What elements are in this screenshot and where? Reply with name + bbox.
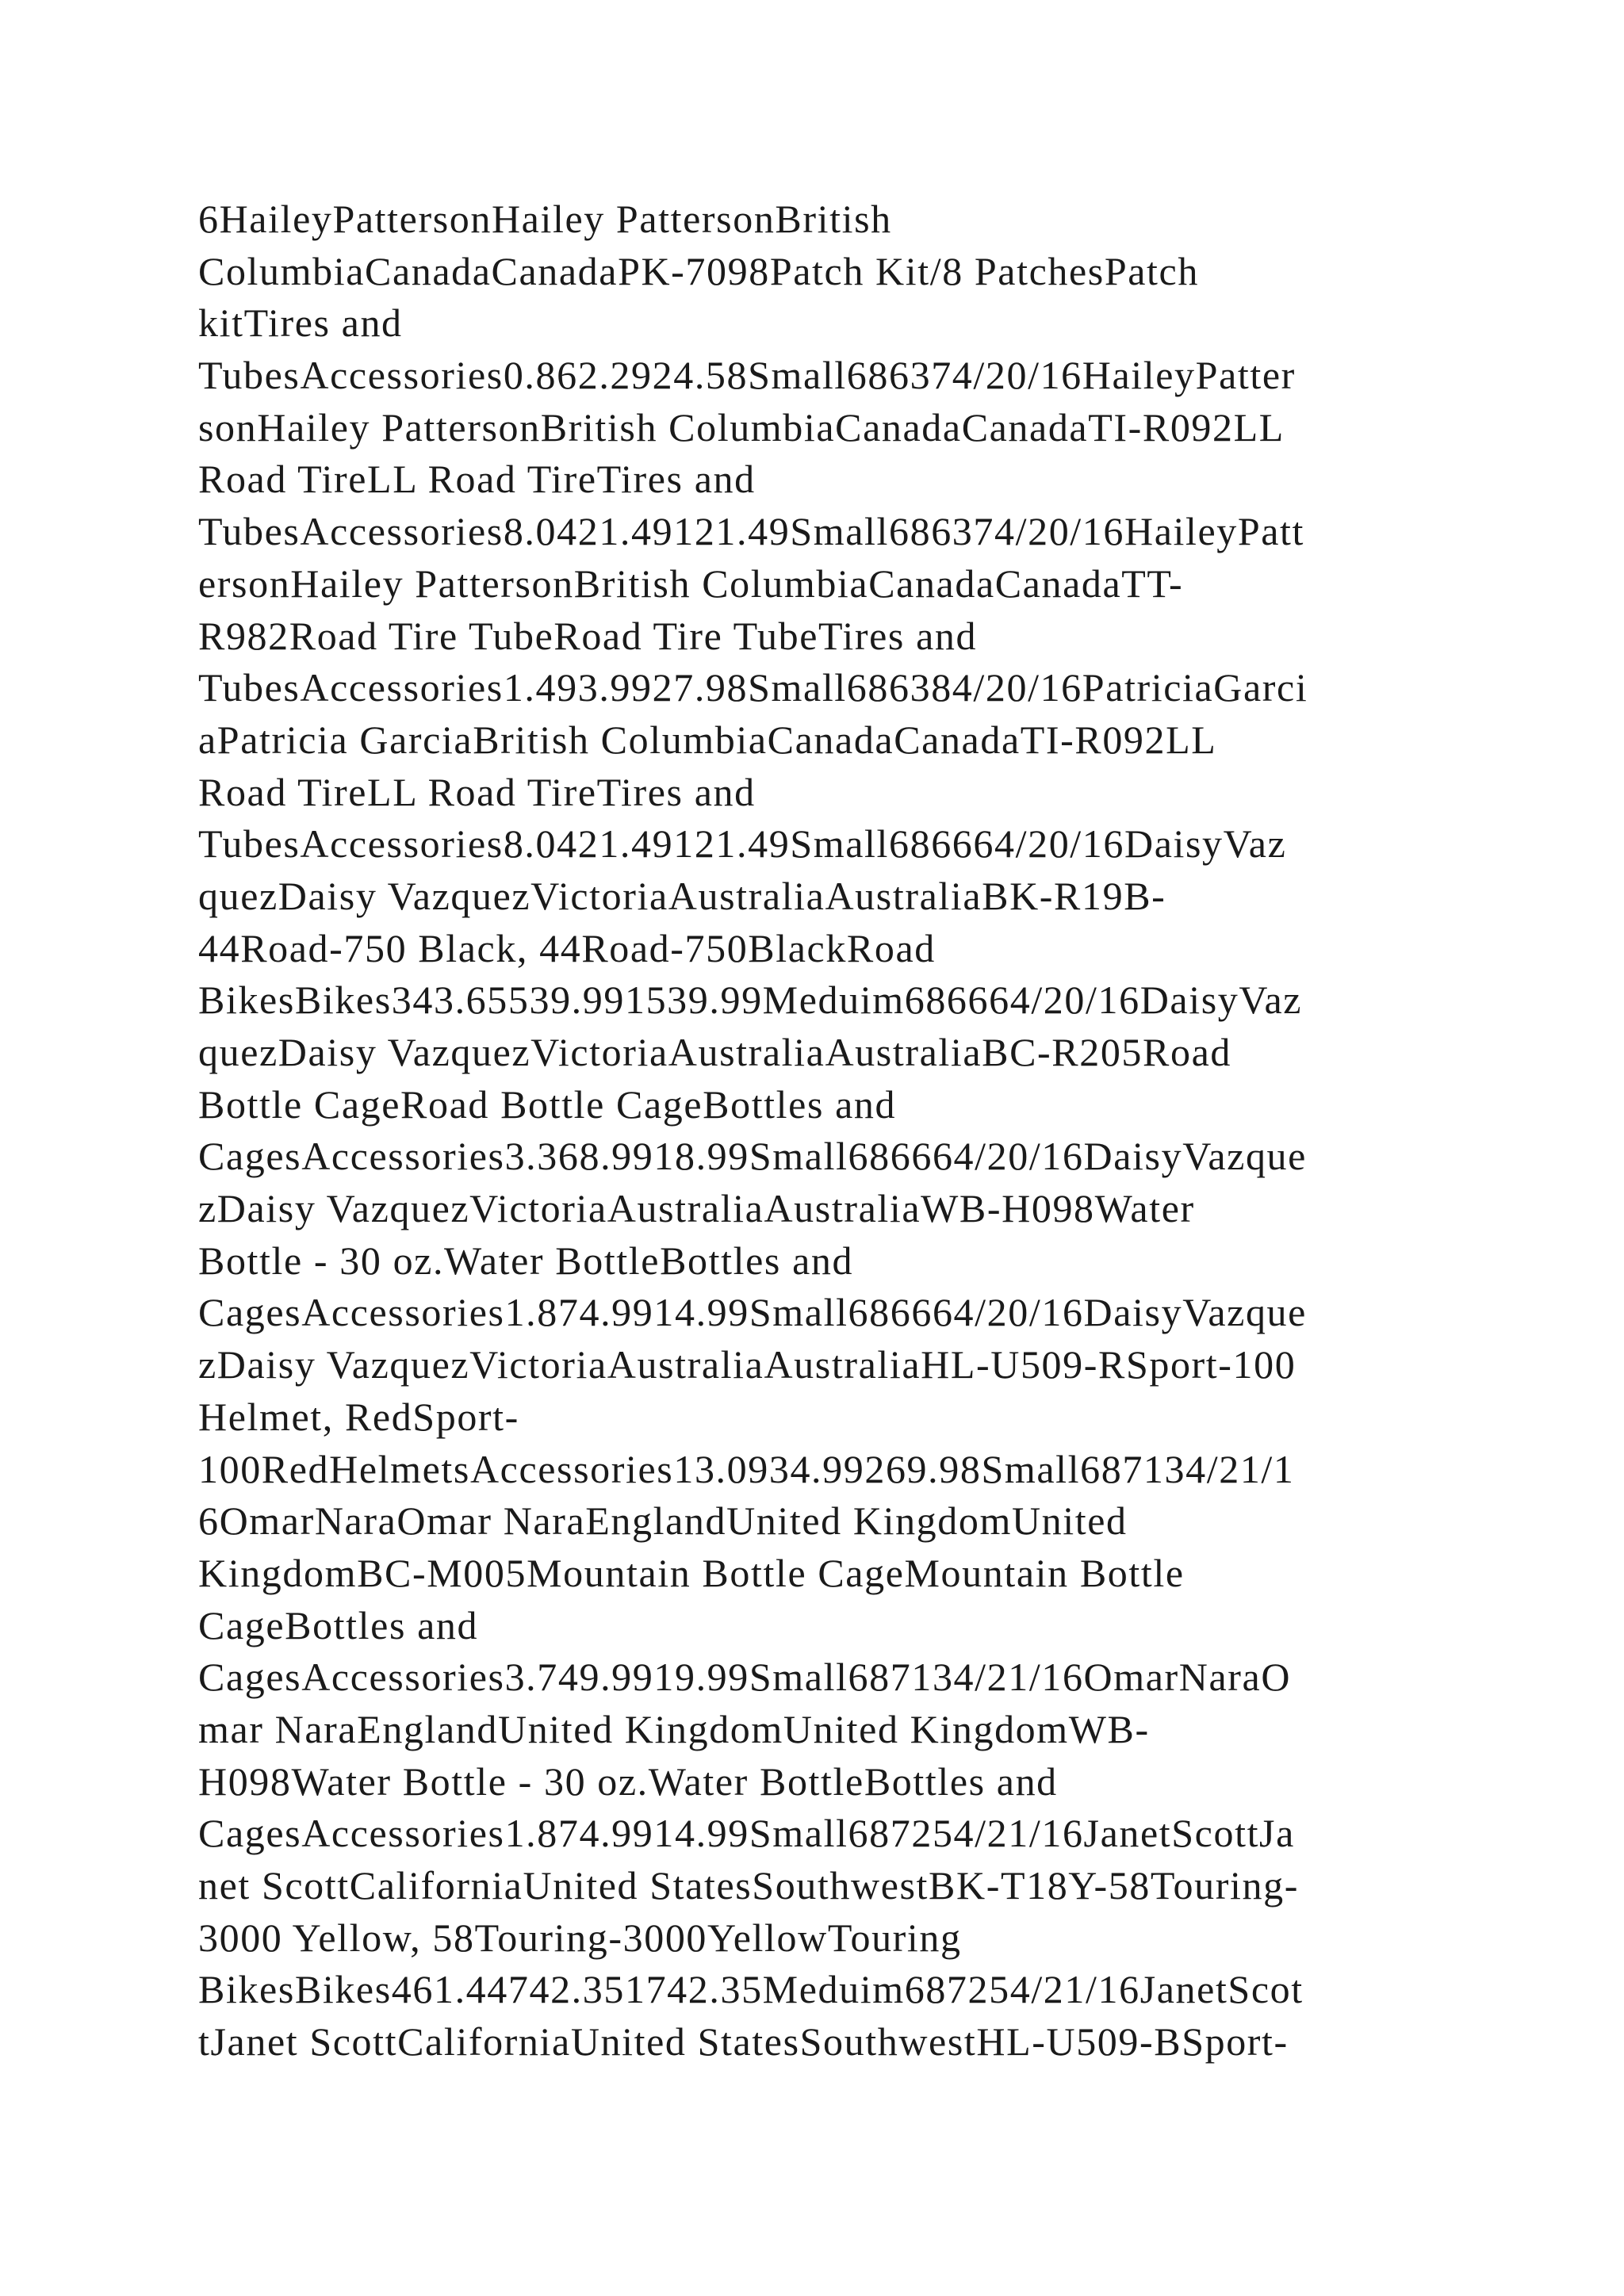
text-line: CageBottles and [198, 1602, 479, 1647]
text-line: quezDaisy VazquezVictoriaAustraliaAustraliaBK-R19B- [198, 873, 1166, 918]
text-line: CagesAccessories3.749.9919.99Small687134/21/16OmarNaraO [198, 1655, 1292, 1700]
text-line: mar NaraEnglandUnited KingdomUnited KingdomWB- [198, 1706, 1150, 1751]
text-line: KingdomBC-M005Mountain Bottle CageMountain Bottle [198, 1550, 1185, 1595]
text-line: kitTires and [198, 300, 403, 346]
text-line: 3000 Yellow, 58Touring-3000YellowTouring [198, 1915, 962, 1960]
text-line: net ScottCaliforniaUnited StatesSouthwestBK-T18Y-58Touring- [198, 1863, 1299, 1908]
text-line: Road TireLL Road TireTires and [198, 769, 756, 814]
text-line: zDaisy VazquezVictoriaAustraliaAustraliaWB-H098Water [198, 1186, 1195, 1231]
text-line: Bottle - 30 oz.Water BottleBottles and [198, 1238, 854, 1283]
text-line: Helmet, RedSport- [198, 1394, 519, 1439]
text-line: TubesAccessories1.493.9927.98Small686384/20/16PatriciaGarci [198, 665, 1308, 710]
text-line: ColumbiaCanadaCanadaPK-7098Patch Kit/8 PatchesPatch [198, 248, 1199, 293]
text-line: 100RedHelmetsAccessories13.0934.99269.98Small687134/21/1 [198, 1446, 1295, 1491]
text-line: tJanet ScottCaliforniaUnited StatesSouthwestHL-U509-BSport- [198, 2019, 1289, 2064]
text-line: sonHailey PattersonBritish ColumbiaCanadaCanadaTI-R092LL [198, 404, 1285, 450]
text-line: 44Road-750 Black, 44Road-750BlackRoad [198, 925, 936, 970]
text-line: H098Water Bottle - 30 oz.Water BottleBottles and [198, 1758, 1058, 1804]
text-line: zDaisy VazquezVictoriaAustraliaAustraliaHL-U509-RSport-100 [198, 1342, 1297, 1387]
text-line: 6OmarNaraOmar NaraEnglandUnited KingdomUnited [198, 1498, 1128, 1544]
document-text-block [198, 193, 1507, 2068]
text-line: aPatricia GarciaBritish ColumbiaCanadaCanadaTI-R092LL [198, 717, 1217, 762]
text-line: BikesBikes343.65539.991539.99Meduim686664/20/16DaisyVaz [198, 978, 1303, 1023]
text-line: ersonHailey PattersonBritish ColumbiaCanadaCanadaTT- [198, 561, 1184, 606]
text-line: CagesAccessories1.874.9914.99Small686664/20/16DaisyVazque [198, 1290, 1307, 1335]
text-line: TubesAccessories8.0421.49121.49Small686664/20/16DaisyVaz [198, 821, 1287, 867]
text-line: TubesAccessories8.0421.49121.49Small686374/20/16HaileyPatt [198, 509, 1305, 554]
text-line: quezDaisy VazquezVictoriaAustraliaAustraliaBC-R205Road [198, 1030, 1231, 1074]
text-line: 6HaileyPattersonHailey PattersonBritish [198, 197, 892, 241]
text-line: R982Road Tire TubeRoad Tire TubeTires and [198, 613, 978, 658]
text-line: BikesBikes461.44742.351742.35Meduim687254/21/16JanetScot [198, 1967, 1304, 2012]
text-line: CagesAccessories1.874.9914.99Small687254/21/16JanetScottJa [198, 1811, 1295, 1856]
text-line: TubesAccessories0.862.2924.58Small686374/20/16HaileyPatter [198, 353, 1296, 398]
text-line: Road TireLL Road TireTires and [198, 457, 756, 502]
text-line: Bottle CageRoad Bottle CageBottles and [198, 1081, 897, 1127]
text-line: CagesAccessories3.368.9918.99Small686664/20/16DaisyVazque [198, 1134, 1307, 1179]
